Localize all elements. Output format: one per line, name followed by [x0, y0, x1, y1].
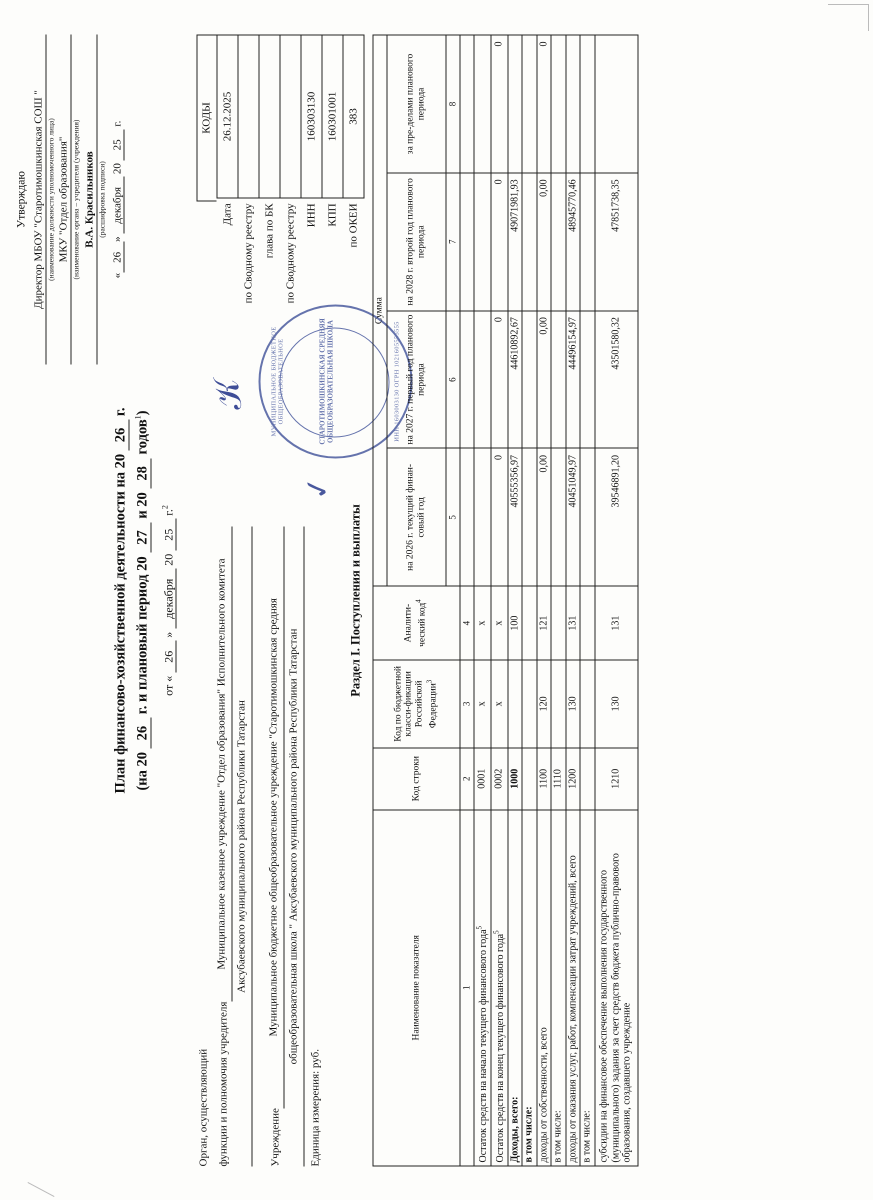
row-value-second: [473, 172, 490, 310]
organ-row-1: [196, 526, 212, 1166]
codes-head: [196, 34, 216, 334]
approval-position-note: (наименование должности уполномоченного лица): [45, 117, 55, 281]
row-analytic: 100: [507, 586, 522, 660]
approval-date-year: 25: [111, 129, 124, 160]
col-num: 5: [445, 448, 459, 586]
from-day: 26: [161, 640, 176, 672]
row-name: доходы от собственности, всего: [536, 809, 551, 1165]
unit-row: [308, 526, 324, 1166]
col-num: 7: [445, 172, 459, 310]
row-analytic: [551, 586, 566, 660]
approval-date-month: декабря: [111, 176, 124, 233]
approval-signer: В.А. Красильников: [83, 34, 97, 364]
row-value-beyond: [580, 35, 595, 173]
row-value-first: 43501580,32: [594, 310, 637, 448]
row-kbk: [522, 659, 537, 747]
row-code: [522, 747, 537, 809]
signature-scrawl-secondary: ✓: [298, 471, 337, 504]
row-analytic: 131: [594, 586, 637, 660]
row-name: Доходы, всего:: [507, 809, 522, 1165]
from-month: декабря: [161, 568, 176, 628]
col-num: 8: [445, 35, 459, 173]
table-row: [507, 35, 522, 1166]
th-year-second: на 2028 г. второй год планового периода: [386, 172, 445, 310]
codes-box: [196, 34, 364, 334]
approval-date-suffix: г.: [111, 120, 124, 127]
row-value-first: 0,00: [536, 310, 551, 448]
codes-header-label: КОДЫ: [196, 34, 216, 201]
row-name: [473, 809, 490, 1165]
table-header-row: [373, 35, 387, 1166]
th-year-first: на 2027 г. первый год планового периода: [386, 310, 445, 448]
page-title: [110, 0, 154, 1200]
title-line1-year: 26: [112, 419, 129, 450]
row-value-first: 0: [490, 310, 507, 448]
row-name: в том числе:: [551, 809, 566, 1165]
row-value-current: 0,00: [536, 448, 551, 586]
institution-label: Учреждение: [268, 1107, 281, 1166]
organ-label: Орган, осуществляющий: [197, 1048, 209, 1166]
row-value-first: [551, 310, 566, 448]
seal-center-text: СТАРОТИМОШКИНСКАЯ СРЕДНЯЯ ОБЩЕОБРАЗОВАТЕЛЬНАЯ ШКОЛА: [318, 317, 335, 445]
table-row: [490, 35, 507, 1166]
row-value-first: [580, 310, 595, 448]
approval-org: МКУ "Отдел образования": [57, 34, 71, 364]
title-line1-a: План финансово-хозяйственной деятельности на 20: [112, 453, 128, 794]
row-code: 1000: [507, 747, 522, 809]
row-name-text: Остаток средств на конец текущего финансового года: [494, 933, 506, 1162]
row-value-current: 0: [490, 448, 507, 586]
codes-row: [259, 35, 280, 335]
row-value-beyond: [473, 35, 490, 173]
codes-label: по Сводному реестру: [284, 202, 296, 303]
row-value-second: [522, 172, 537, 310]
table-column-numbers-all: [459, 35, 473, 1166]
scan-corner-artifact: [828, 4, 869, 31]
codes-value: 383: [343, 35, 364, 198]
row-value-first: [522, 310, 537, 448]
approval-org-note: (наименование органа – учредителя (учреждения): [71, 119, 81, 279]
row-value-second: 47851738,35: [594, 172, 637, 310]
codes-row: [238, 35, 259, 335]
row-value-current: [522, 448, 537, 586]
header-fields: [196, 526, 326, 1166]
codes-value: [280, 35, 301, 198]
from-sup: 2: [160, 504, 169, 509]
row-name-sup: 5: [491, 929, 500, 934]
approval-date-year-prefix: 20: [111, 162, 124, 174]
codes-value: [259, 35, 280, 198]
row-value-second: 0,00: [536, 172, 551, 310]
codes-value: [238, 35, 259, 198]
indicators-table: [372, 34, 638, 1166]
row-value-current: 39546891,20: [594, 448, 637, 586]
from-year-prefix: 20: [161, 553, 175, 566]
row-value-beyond: [522, 35, 537, 173]
col-num: 6: [445, 310, 459, 448]
th-row-code: Код строки: [373, 747, 460, 809]
approval-block: [14, 34, 125, 364]
title-line2-b: г. и плановый период 20: [133, 555, 150, 714]
row-code: 1200: [565, 747, 580, 809]
row-kbk: [580, 659, 595, 747]
codes-row: [280, 35, 301, 335]
row-name: доходы от оказания услуг, работ, компенсации затрат учреждений, всего: [565, 809, 580, 1165]
row-code: 0002: [490, 747, 507, 809]
organ-row-2: [214, 526, 232, 1166]
row-value-current: 40555356,97: [507, 448, 522, 586]
row-code: 1100: [536, 747, 551, 809]
document-date-line: [160, 0, 176, 1200]
col-num: 3: [459, 659, 473, 747]
col-num: 4: [459, 586, 473, 660]
row-value-beyond: 0: [536, 35, 551, 173]
title-line2-d: годов: [133, 418, 150, 454]
title-line-2: [132, 0, 154, 1200]
title-line2-a: (на 20: [133, 751, 150, 791]
codes-label: Дата: [221, 202, 233, 225]
title-line2-sup: 1: [132, 414, 142, 419]
from-mid: »: [161, 631, 175, 638]
codes-label: КПП: [326, 202, 338, 227]
col-num: 2: [459, 747, 473, 809]
codes-value: 160303130: [301, 35, 322, 198]
table-row: [522, 35, 537, 1166]
approval-signer-note: (расшифровка подписи): [96, 160, 106, 238]
row-value-beyond: [551, 35, 566, 173]
from-year: 25: [161, 518, 176, 550]
codes-label: глава по БК: [263, 202, 275, 258]
row-analytic: х: [490, 586, 507, 660]
row-name-sup: 5: [474, 925, 483, 929]
row-analytic: [522, 586, 537, 660]
table-row: [594, 35, 637, 1166]
row-value-beyond: [594, 35, 637, 173]
codes-row: [301, 35, 322, 335]
approval-date-day: 26: [111, 241, 124, 272]
th-kbk: [373, 659, 460, 747]
row-analytic: 131: [565, 586, 580, 660]
codes-label: по ОКЕИ: [347, 202, 359, 247]
row-code: [580, 747, 595, 809]
approval-word: Утверждаю: [15, 170, 27, 228]
row-value-current: [580, 448, 595, 586]
row-kbk: х: [490, 659, 507, 747]
codes-row: [322, 35, 343, 335]
title-line1-b: г.: [112, 406, 128, 416]
row-value-current: [551, 448, 566, 586]
codes-value: 160301001: [322, 35, 343, 198]
from-label: от «: [161, 675, 175, 696]
row-code: 1210: [594, 747, 637, 809]
codes-label: по Сводному реестру: [242, 202, 254, 303]
from-suffix: г.: [161, 508, 175, 516]
row-value-beyond: [507, 35, 522, 173]
institution-value: Муниципальное бюджетное общеобразовательное учреждение "Старотимошкинская средняя: [266, 526, 284, 1108]
institution-value-2: общеобразовательная школа " Аксубаевского муниципального района Республики Татарстан: [286, 526, 304, 1166]
seal-arc-top: МУНИЦИПАЛЬНОЕ БЮДЖЕТНОЕ ОБЩЕОБРАЗОВАТЕЛЬНОЕ: [270, 325, 284, 437]
codes-table: [216, 34, 364, 334]
codes-value: 26.12.2025: [217, 35, 238, 198]
th-name: Наименование показателя: [373, 809, 460, 1165]
col-num: [459, 448, 473, 586]
row-analytic: х: [473, 586, 490, 660]
th-year-current: на 2026 г. текущий финан-совый год: [386, 448, 445, 586]
title-line-1: [110, 0, 132, 1200]
institution-row: [266, 526, 284, 1166]
row-kbk: [551, 659, 566, 747]
row-value-second: [580, 172, 595, 310]
codes-label: ИНН: [305, 202, 317, 227]
th-kbk-sup: 3: [425, 679, 434, 683]
row-analytic: 121: [536, 586, 551, 660]
row-value-current: 40451049,97: [565, 448, 580, 586]
title-line2-year1: 26: [134, 717, 151, 748]
row-value-second: 48945770,46: [565, 172, 580, 310]
title-line2-year2: 27: [134, 522, 151, 553]
row-code: 0001: [473, 747, 490, 809]
th-sum: Сумма: [373, 35, 387, 586]
table-row: [536, 35, 551, 1166]
table-row: [580, 35, 595, 1166]
row-value-first: 44496154,97: [565, 310, 580, 448]
col-num: [459, 310, 473, 448]
th-analytic: [373, 586, 460, 660]
codes-row: [217, 35, 238, 335]
table-row: [565, 35, 580, 1166]
row-name: в том числе:: [580, 809, 595, 1165]
organ-value: Муниципальное казенное учреждение "Отдел образования" Исполнительного комитета: [214, 526, 232, 1001]
col-num: [459, 35, 473, 173]
col-num: [459, 172, 473, 310]
row-value-beyond: 0: [490, 35, 507, 173]
row-value-second: 0: [490, 172, 507, 310]
approval-date: «26» декабря 20 25 г.: [111, 120, 124, 278]
row-name: в том числе:: [522, 809, 537, 1165]
organ-label-2: функции и полномочия учредителя: [216, 1001, 229, 1166]
row-value-first: [473, 310, 490, 448]
row-value-beyond: [565, 35, 580, 173]
row-name: субсидии на финансовое обеспечение выполнения государственного (муниципального) задания за счет средств бюджета публично-правового образования, создавшего учреждение: [594, 809, 637, 1165]
title-line2-e: ): [133, 409, 150, 415]
th-analytic-text: Аналити-ческий код: [403, 602, 428, 647]
row-analytic: [580, 586, 595, 660]
th-kbk-text: Код по бюджетной класси-фикации Российской Федерации: [392, 665, 439, 742]
row-name-text: Остаток средств на начало текущего финансового года: [477, 928, 489, 1162]
th-beyond-period: за пре-делами планового периода: [386, 35, 445, 173]
th-analytic-sup: 4: [414, 598, 423, 603]
col-num: 1: [459, 809, 473, 1165]
row-kbk: [507, 659, 522, 747]
row-kbk: х: [473, 659, 490, 747]
row-name: [490, 809, 507, 1165]
row-value-second: 49071981,93: [507, 172, 522, 310]
table-row: [473, 35, 490, 1166]
row-value-second: [551, 172, 566, 310]
signature-scrawl: 𝒦: [207, 376, 250, 413]
row-value-current: [473, 448, 490, 586]
row-kbk: 120: [536, 659, 551, 747]
table-row: [551, 35, 566, 1166]
organ-value-2: Аксубаевского муниципального района Республики Татарстан: [234, 526, 252, 1166]
title-line2-year3: 28: [134, 458, 151, 489]
seal-arc-bottom: ИНН 1603003130 ОГРН 1021605555555: [393, 320, 400, 442]
row-code: 1110: [551, 747, 566, 809]
title-line2-c: и 20: [133, 491, 150, 519]
approval-position: Директор МБОУ "Старотимошкинская СОШ ": [32, 34, 46, 364]
section-title: Раздел I. Поступления и выплаты: [348, 503, 362, 697]
unit-label: Единица измерения: руб.: [308, 1048, 321, 1166]
row-kbk: 130: [594, 659, 637, 747]
row-kbk: 130: [565, 659, 580, 747]
row-value-first: 44610892,67: [507, 310, 522, 448]
